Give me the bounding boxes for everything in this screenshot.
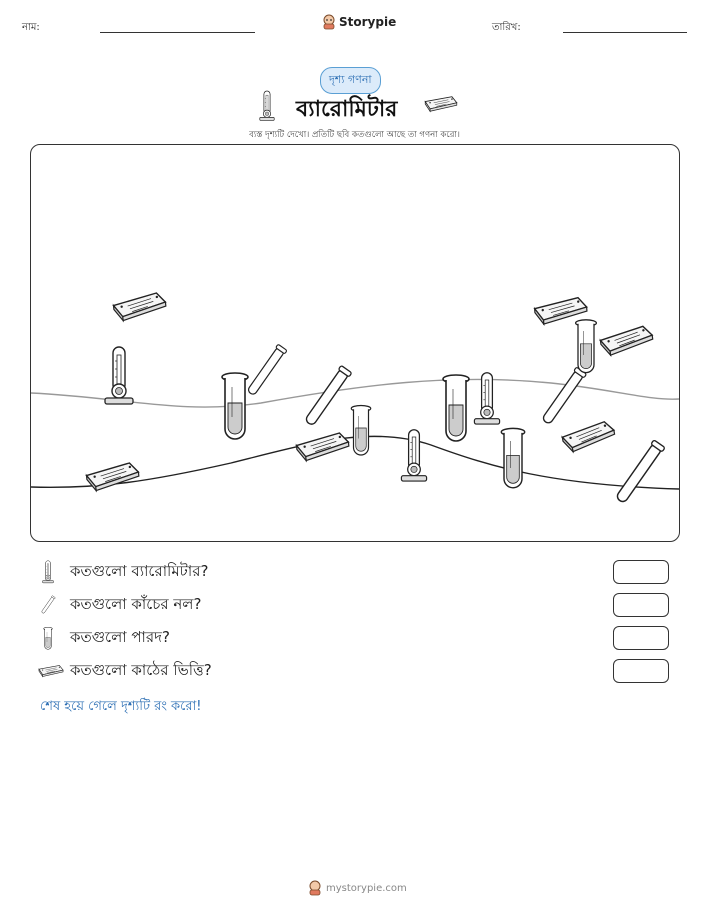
mercury-tube-icon (38, 626, 58, 650)
question-row-barometer (38, 560, 678, 584)
question-row-glass-tube (38, 593, 678, 617)
answer-box-wooden-base[interactable] (613, 659, 669, 683)
answer-box-barometer[interactable] (613, 560, 669, 584)
title-wooden-base-icon (424, 94, 458, 118)
wooden-base-icon (38, 662, 64, 680)
wooden-base-5 (599, 325, 654, 356)
glass-tube-2 (303, 365, 352, 427)
question-row-mercury (38, 626, 678, 650)
footer-url[interactable]: mystorypie.com (326, 882, 407, 894)
answer-box-mercury[interactable] (613, 626, 669, 650)
question-text: কতগুলো কাঁচের নল? (70, 594, 202, 613)
footer-brand (308, 880, 407, 896)
mercury-tube-1 (222, 373, 248, 439)
mercury-tube-2 (351, 406, 371, 456)
glass-tube-4 (614, 440, 665, 505)
glass-tube-icon (38, 593, 58, 617)
wooden-base-1 (113, 292, 167, 321)
glass-tube-1 (246, 344, 287, 396)
title-barometer-icon (255, 90, 279, 126)
name-field-line[interactable] (100, 32, 255, 33)
brand-logo (322, 14, 396, 30)
name-label: নাম: (22, 22, 40, 33)
instructions: ব্যস্ত দৃশ্যটি দেখো। প্রতিটি ছবি কতগুলো আছে তা গণনা করো। (249, 130, 460, 140)
storypie-mascot-icon (322, 14, 336, 30)
mercury-tube-5 (576, 320, 597, 373)
question-row-wooden-base (38, 659, 678, 683)
mercury-tube-3 (443, 375, 469, 441)
scene-drawing (31, 145, 679, 541)
wooden-base-6 (561, 420, 616, 453)
page-title: ব্যারোমিটার (296, 97, 398, 122)
questions-list (38, 560, 678, 683)
question-text: কতগুলো কাঠের ভিত্তি? (70, 660, 212, 679)
activity-badge: দৃশ্য গণনা (320, 67, 381, 94)
glass-tube-3 (541, 367, 587, 425)
barometer-2 (401, 430, 426, 481)
wooden-base-2 (86, 462, 140, 491)
question-text: কতগুলো পারদ? (70, 627, 170, 646)
coloring-note: শেষ হয়ে গেলে দৃশ্যটি রং করো! (40, 699, 202, 714)
mercury-tube-4 (501, 428, 524, 487)
barometer-icon (38, 560, 58, 584)
answer-box-glass-tube[interactable] (613, 593, 669, 617)
barometer-1 (105, 347, 133, 404)
question-text: কতগুলো ব্যারোমিটার? (70, 561, 209, 580)
brand-name: Storypie (339, 15, 397, 29)
wooden-base-3 (296, 432, 350, 461)
storypie-mascot-icon (308, 880, 322, 896)
date-field-line[interactable] (563, 32, 687, 33)
counting-scene (30, 144, 680, 542)
date-label: তারিখ: (492, 22, 521, 33)
barometer-3 (474, 373, 499, 424)
